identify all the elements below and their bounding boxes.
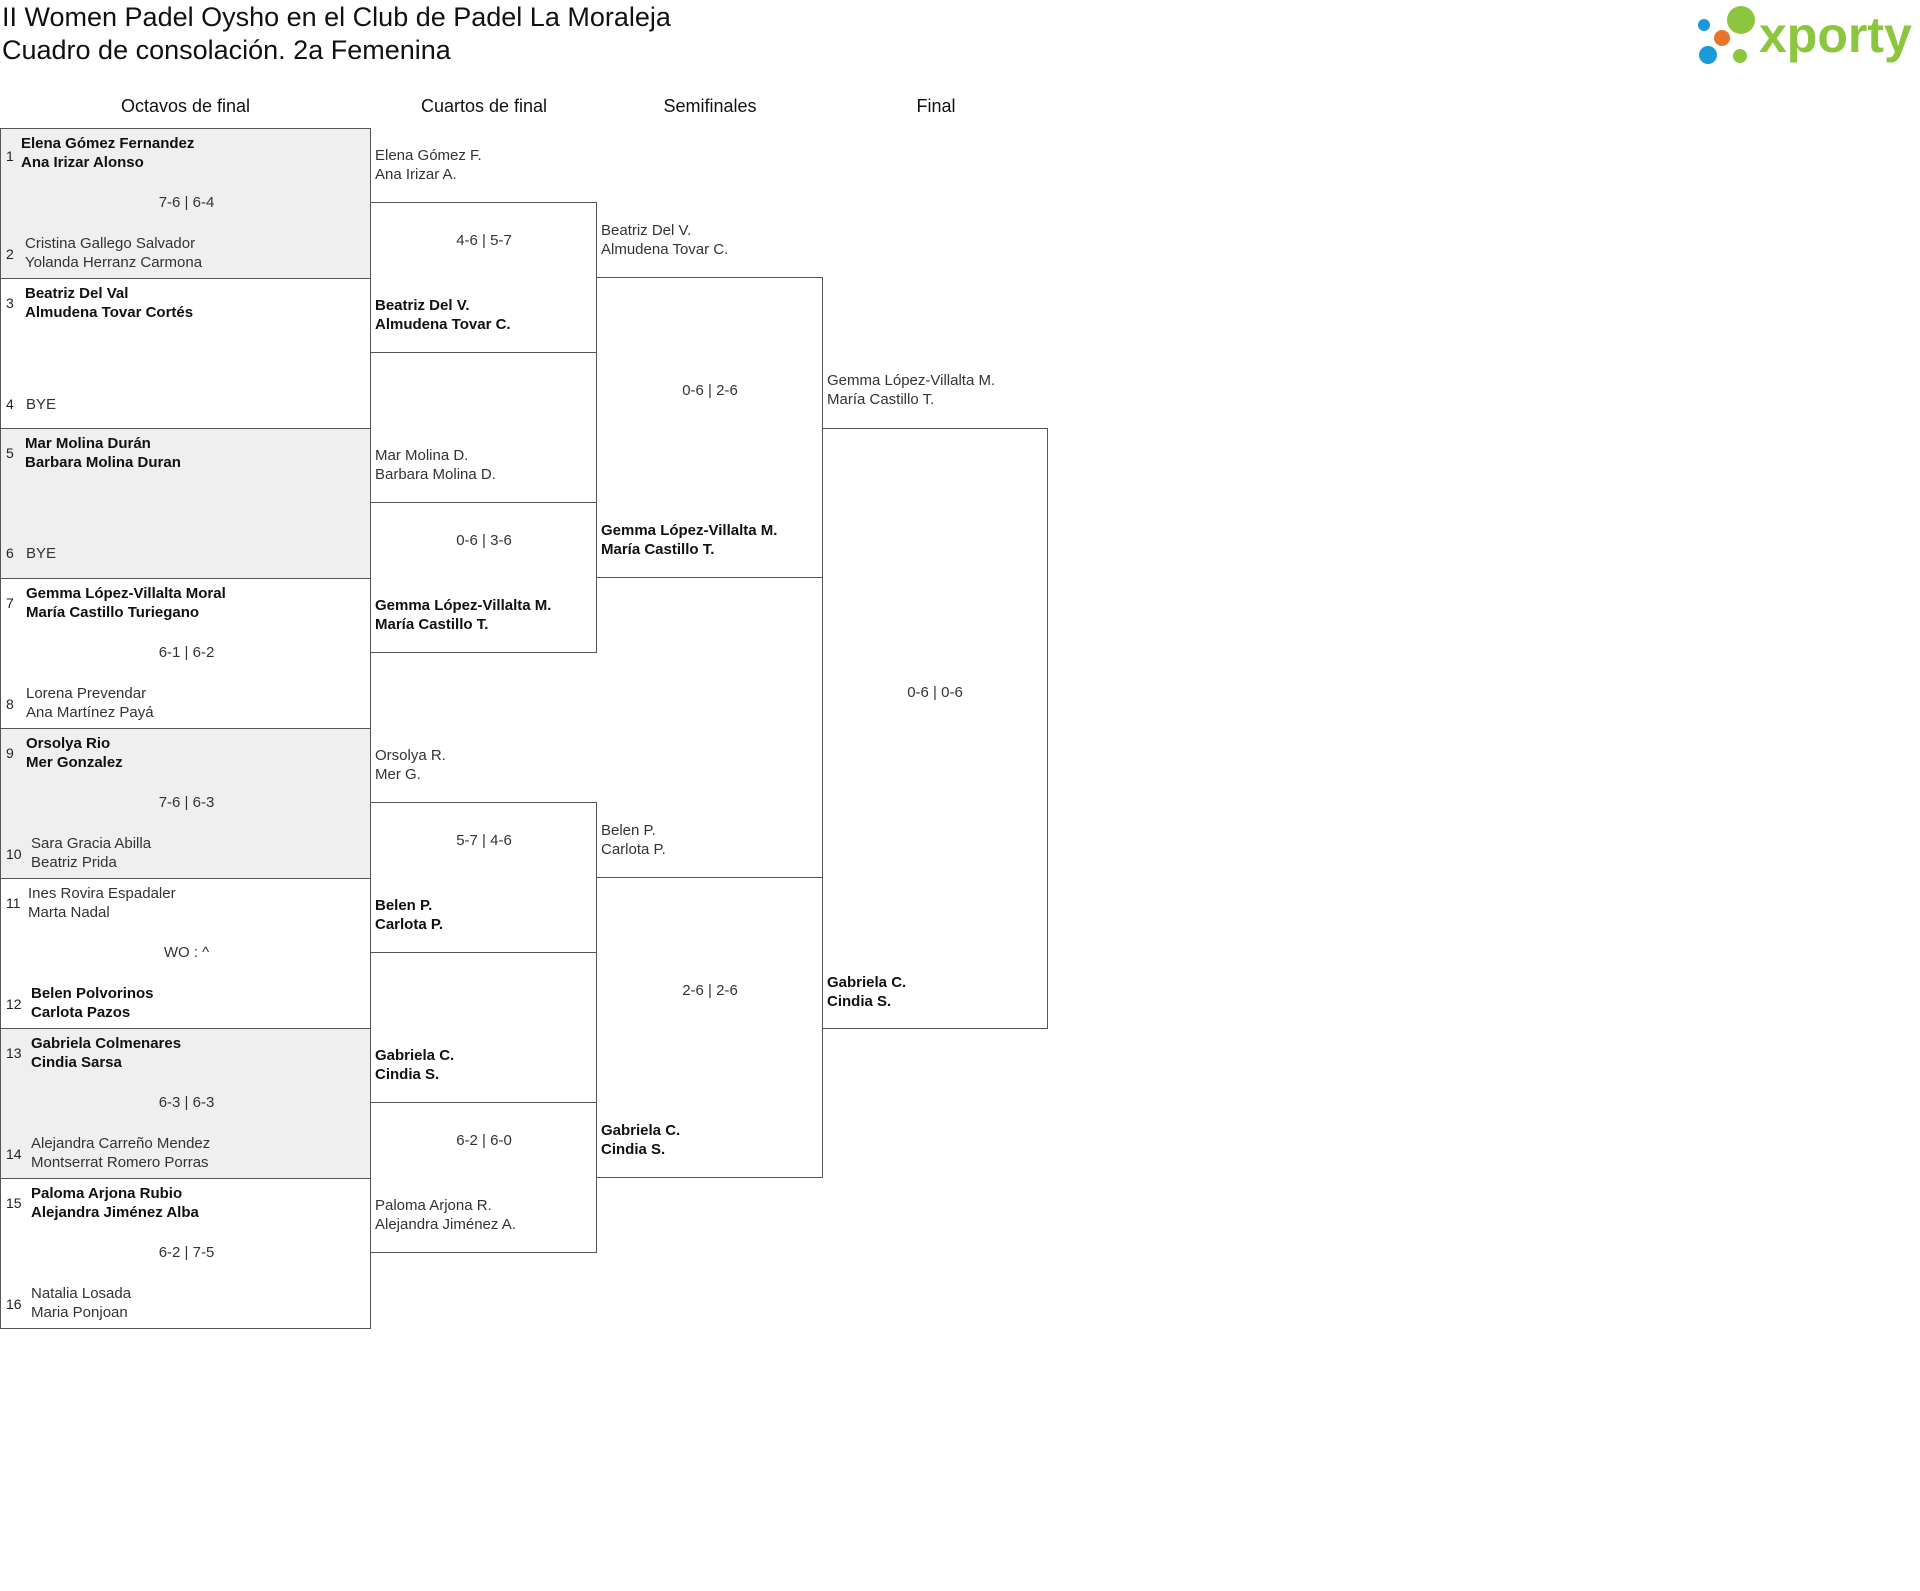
player-name: Gemma López-Villalta Moral [26,585,226,602]
octavos-match-3 [0,428,371,579]
player-name: BYE [26,545,57,562]
player-name: Montserrat Romero Porras [31,1154,209,1171]
player-name: Orsolya Rio [26,735,111,752]
player-name: Carlota P. [375,916,444,933]
final-score: 0-6 | 0-6 [907,684,963,701]
seed-number: 13 [6,1045,22,1061]
seed-number: 8 [6,696,14,712]
cuartos-4-team-a[interactable] [375,1046,454,1084]
semis-1-team-a[interactable] [601,221,728,259]
cuartos-3-score: 5-7 | 4-6 [456,832,512,849]
tournament-title: II Women Padel Oysho en el Club de Padel La Moraleja [2,2,671,32]
cuartos-1-score: 4-6 | 5-7 [456,232,512,249]
octavos-match-4 [0,578,371,729]
player-name: Mar Molina D. [375,447,469,464]
player-name: Gabriela C. [375,1047,455,1064]
seed-number: 5 [6,445,14,461]
team-a[interactable] [31,1184,199,1222]
player-name: Cindia Sarsa [31,1054,122,1071]
player-name: Cindia S. [827,993,892,1010]
player-name: Belen P. [375,897,433,914]
player-name: María Castillo T. [601,541,715,558]
octavos-match-2 [0,278,371,429]
player-name: Gabriela Colmenares [31,1035,182,1052]
player-name: Cindia S. [375,1066,440,1083]
player-name: Beatriz Prida [31,854,117,871]
player-name: Cristina Gallego Salvador [25,235,196,252]
round-header-semis: Semifinales [663,96,757,116]
seed-number: 2 [6,246,14,262]
seed-number: 15 [6,1195,22,1211]
player-name: Alejandra Carreño Mendez [31,1135,211,1152]
seed-number: 1 [6,148,14,164]
player-name: Belen P. [601,822,656,839]
octavos-match-6 [0,878,371,1029]
player-name: Elena Gómez F. [375,147,482,164]
final-team-b[interactable] [827,973,906,1011]
seed-number: 12 [6,996,22,1012]
semis-1-team-b[interactable] [601,521,777,559]
player-name: Ana Irizar Alonso [21,154,144,171]
semis-2-score: 2-6 | 2-6 [682,982,738,999]
logo-dot-orange [1714,30,1730,46]
cuartos-2-team-a[interactable] [375,446,496,484]
player-name: Beatriz Del V. [601,222,692,239]
cuartos-4-team-b[interactable] [375,1196,516,1234]
player-name: Barbara Molina D. [375,466,496,483]
seed-number: 3 [6,295,14,311]
seed-number: 11 [6,895,21,911]
logo-dot-green-small [1733,49,1747,63]
player-name: María Castillo Turiegano [26,604,200,621]
team-b[interactable] [26,544,56,563]
cuartos-1-team-a[interactable] [375,146,482,184]
player-name: Ines Rovira Espadaler [28,885,176,902]
player-name: Paloma Arjona Rubio [31,1185,183,1202]
player-name: Almudena Tovar C. [375,316,511,333]
seed-number: 9 [6,745,14,761]
player-name: Orsolya R. [375,747,446,764]
player-name: Gemma López-Villalta M. [601,522,778,539]
player-name: María Castillo T. [827,391,935,408]
player-name: Marta Nadal [28,904,110,921]
player-name: Mer Gonzalez [26,754,123,771]
player-name: BYE [26,396,57,413]
match-score: 6-3 | 6-3 [158,1094,215,1111]
octavos-match-5 [0,728,371,879]
cuartos-1-team-b[interactable] [375,296,511,334]
player-name: Paloma Arjona R. [375,1197,492,1214]
player-name: Gemma López-Villalta M. [375,597,552,614]
xporty-logo[interactable] [1693,5,1918,67]
player-name: Sara Gracia Abilla [31,835,152,852]
player-name: Carlota Pazos [31,1004,131,1021]
seed-number: 10 [6,846,22,862]
player-name: Gabriela C. [827,974,907,991]
player-name: Elena Gómez Fernandez [21,135,195,152]
team-b[interactable] [26,684,154,722]
seed-number: 4 [6,396,14,412]
team-b[interactable] [25,234,202,272]
team-a[interactable] [21,134,194,172]
seed-number: 6 [6,545,14,561]
player-name: Almudena Tovar Cortés [25,304,194,321]
team-a[interactable] [25,284,193,322]
player-name: Barbara Molina Duran [25,454,181,471]
semis-2-team-a[interactable] [601,821,666,859]
cuartos-4-score: 6-2 | 6-0 [456,1132,512,1149]
team-b[interactable] [31,1284,131,1322]
player-name: Gabriela C. [601,1122,681,1139]
player-name: Beatriz Del Val [25,285,129,302]
team-a[interactable] [25,434,181,472]
round-header-cuartos: Cuartos de final [420,96,548,116]
seed-number: 14 [6,1146,22,1162]
team-a[interactable] [26,584,226,622]
octavos-match-1 [0,128,371,279]
team-a[interactable] [28,884,176,922]
player-name: Alejandra Jiménez Alba [31,1204,199,1221]
semis-2-team-b[interactable] [601,1121,680,1159]
player-name: Cindia S. [601,1141,666,1158]
player-name: Natalia Losada [31,1285,132,1302]
final-team-a[interactable] [827,371,995,409]
player-name: Mar Molina Durán [25,435,151,452]
player-name: Gemma López-Villalta M. [827,372,996,389]
cuartos-2-team-b[interactable] [375,596,551,634]
team-b[interactable] [31,1134,210,1172]
cuartos-3-team-b[interactable] [375,896,443,934]
player-name: Mer G. [375,766,421,783]
logo-wordmark: xporty [1759,7,1912,63]
match-score: 6-1 | 6-2 [158,644,215,661]
seed-number: 7 [6,595,14,611]
match-score: 7-6 | 6-3 [158,794,215,811]
player-name: Alejandra Jiménez A. [375,1216,516,1233]
player-name: Maria Ponjoan [31,1304,128,1321]
player-name: Carlota P. [601,841,666,858]
player-name: Ana Martínez Payá [26,704,154,721]
match-score: 7-6 | 6-4 [158,194,215,211]
team-b[interactable] [31,834,151,872]
player-name: Yolanda Herranz Carmona [25,254,203,271]
team-b[interactable] [26,395,56,414]
match-score: WO : ^ [163,944,210,961]
player-name: Lorena Prevendar [26,685,147,702]
draw-subtitle: Cuadro de consolación. 2a Femenina [2,35,451,65]
player-name: María Castillo T. [375,616,489,633]
player-name: Almudena Tovar C. [601,241,729,258]
player-name: Beatriz Del V. [375,297,470,314]
octavos-match-7 [0,1028,371,1179]
team-a[interactable] [31,1034,181,1072]
final-bracket [822,428,1048,1029]
logo-dot-green [1727,6,1755,34]
player-name: Belen Polvorinos [31,985,154,1002]
player-name: Ana Irizar A. [375,166,457,183]
logo-dot-blue-small [1698,19,1710,31]
semis-1-score: 0-6 | 2-6 [682,382,738,399]
round-header-final: Final [916,96,956,116]
team-b[interactable] [31,984,154,1022]
cuartos-2-score: 0-6 | 3-6 [456,532,512,549]
round-header-octavos: Octavos de final [120,96,251,116]
match-score: 6-2 | 7-5 [158,1244,215,1261]
cuartos-3-team-a[interactable] [375,746,446,784]
seed-number: 16 [6,1296,22,1312]
octavos-match-8 [0,1178,371,1329]
team-a[interactable] [26,734,123,772]
logo-dot-blue [1699,46,1717,64]
